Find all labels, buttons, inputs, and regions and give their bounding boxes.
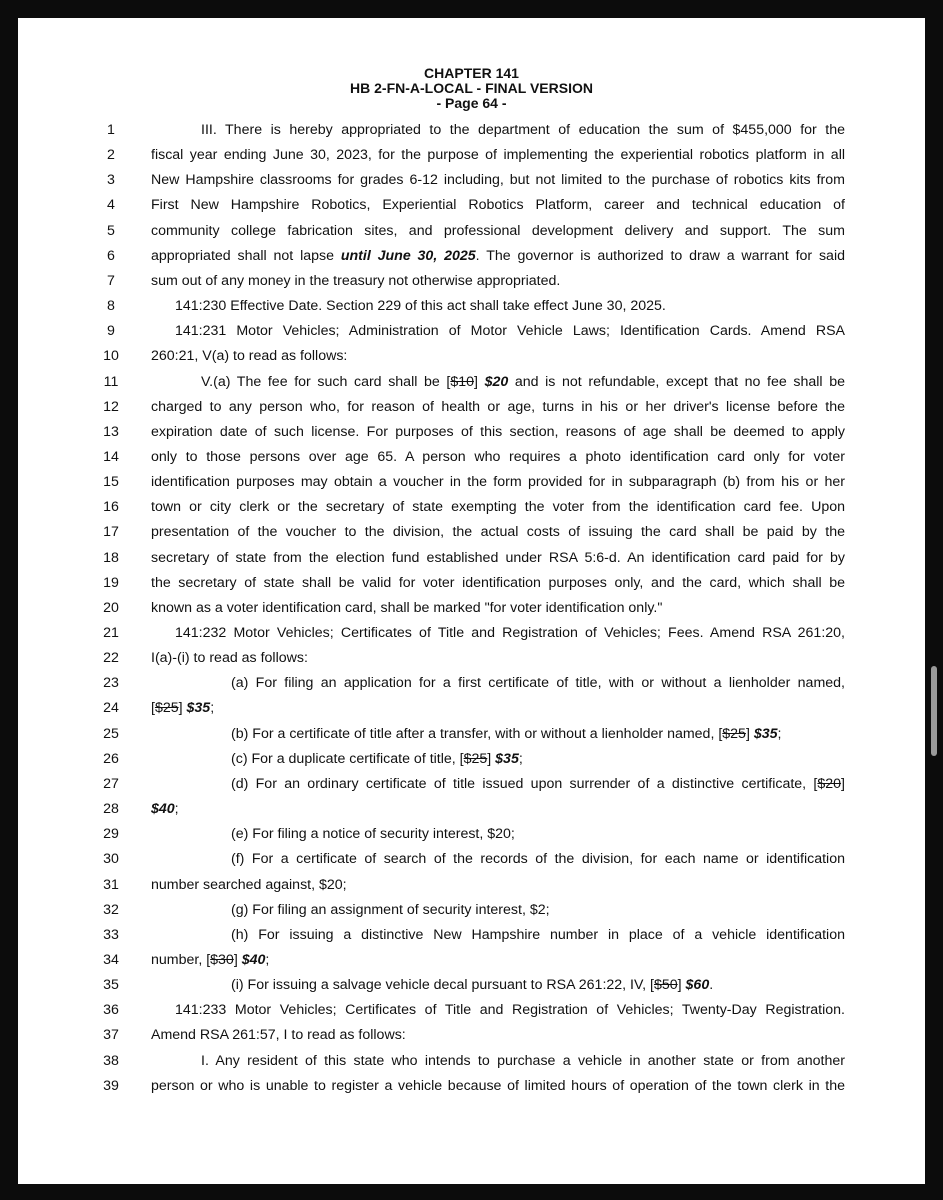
text-segment: Amend RSA 261:57, I to read as follows:	[151, 1027, 406, 1044]
line-text	[151, 1025, 845, 1045]
text-line	[18, 1076, 925, 1096]
text-segment: ]	[474, 373, 485, 390]
bill-title: HB 2-FN-A-LOCAL - FINAL VERSION	[350, 80, 593, 96]
text-segment: ;	[777, 725, 782, 742]
text-segment: ]	[487, 750, 496, 767]
line-number: 15	[103, 474, 119, 491]
inserted-text: $40	[241, 951, 266, 968]
text-line	[18, 296, 925, 316]
line-number: 25	[103, 725, 119, 742]
line-text	[151, 246, 845, 266]
line-text	[151, 145, 845, 165]
chapter-title: CHAPTER 141	[424, 65, 519, 81]
text-segment: ]	[677, 977, 686, 994]
deleted-text: $10	[450, 373, 474, 390]
text-line	[18, 1000, 925, 1020]
line-text	[151, 346, 845, 366]
text-segment: 260:21, V(a) to read as follows:	[151, 348, 348, 365]
text-line	[18, 824, 925, 844]
line-number: 27	[103, 775, 119, 792]
text-segment: and is not refundable, except that no fee shall be	[508, 373, 845, 390]
line-number: 5	[107, 222, 115, 239]
text-segment: I. Any resident of this state who intends to purchase a vehicle in another state or from another	[201, 1052, 845, 1069]
text-line	[18, 648, 925, 668]
text-line	[18, 774, 925, 794]
line-text	[231, 849, 845, 869]
text-line	[18, 170, 925, 190]
line-number: 39	[103, 1077, 119, 1094]
text-segment: known as a voter identification card, shall be marked "for voter identification only."	[151, 599, 663, 616]
line-number: 7	[107, 272, 115, 289]
text-segment: (b) For a certificate of title after a transfer, with or without a lienholder named, [	[231, 725, 723, 742]
line-number: 11	[103, 373, 119, 390]
inserted-text: $35	[753, 725, 778, 742]
line-number: 23	[103, 675, 119, 692]
line-text	[151, 397, 845, 417]
line-number: 20	[103, 599, 119, 616]
line-number: 37	[103, 1027, 119, 1044]
text-segment: 141:232 Motor Vehicles; Certificates of Title and Registration of Vehicles; Fees. Amend RSA 261:20,	[175, 625, 845, 641]
text-line	[18, 221, 925, 241]
deleted-text: $50	[653, 977, 678, 994]
text-segment: charged to any person who, for reason of health or age, turns in his or her driver's license before the	[151, 398, 845, 415]
text-segment: ;	[265, 951, 270, 968]
text-segment: fiscal year ending June 30, 2023, for the purpose of implementing the experiential robotics platform in all	[151, 147, 845, 164]
text-line	[18, 246, 925, 266]
line-number: 12	[103, 398, 119, 415]
line-number: 32	[103, 901, 119, 918]
text-segment: (a) For filing an application for a first certificate of title, with or without a lienholder named,	[231, 675, 845, 692]
text-line	[18, 271, 925, 291]
scrollbar-thumb[interactable]	[931, 666, 937, 756]
text-segment: ;	[210, 700, 215, 717]
text-line	[18, 548, 925, 568]
text-segment: town or city clerk or the secretary of state exempting the voter from the identification card fee. Upon	[151, 499, 845, 516]
text-line	[18, 849, 925, 869]
text-segment: 141:231 Motor Vehicles; Administration of Motor Vehicle Laws; Identification Cards. Amend RSA	[175, 323, 845, 340]
deleted-text: $25	[722, 725, 746, 742]
text-segment: (d) For an ordinary certificate of title issued upon surrender of a distinctive certificate, [	[231, 775, 818, 792]
text-segment: (h) For issuing a distinctive New Hampshire number in place of a vehicle identification	[231, 926, 845, 943]
line-text	[151, 548, 845, 568]
line-text	[175, 623, 845, 643]
text-segment: I(a)-(i) to read as follows:	[151, 650, 308, 667]
text-segment: sum out of any money in the treasury not otherwise appropriated.	[151, 272, 561, 289]
text-segment: presentation of the voucher to the division, the actual costs of issuing the card shall be paid by the	[151, 524, 845, 541]
text-segment: only to those persons over age 65. A person who requires a photo identification card only for voter	[151, 448, 845, 465]
text-segment: ]	[178, 700, 187, 717]
line-text	[231, 749, 845, 769]
text-line	[18, 497, 925, 517]
inserted-text: until June 30, 2025	[340, 247, 476, 264]
text-segment: number searched against, $20;	[151, 876, 347, 893]
text-line	[18, 447, 925, 467]
text-line	[18, 975, 925, 995]
line-text	[175, 296, 845, 316]
line-number: 2	[107, 147, 115, 164]
text-segment: 141:230 Effective Date. Section 229 of this act shall take effect June 30, 2025.	[175, 298, 666, 315]
text-segment: the secretary of state shall be valid for voter identification purposes only, and the card, which shall be	[151, 574, 845, 591]
line-number: 8	[107, 298, 115, 315]
text-segment: New Hampshire classrooms for grades 6-12 including, but not limited to the purchase of robotics kits from	[151, 172, 845, 189]
deleted-text: $30	[210, 951, 234, 968]
line-text	[201, 120, 845, 140]
line-text	[151, 422, 845, 442]
line-number: 30	[103, 851, 119, 868]
line-number: 35	[103, 977, 119, 994]
inserted-text: $40	[151, 801, 175, 818]
text-line	[18, 472, 925, 492]
text-line	[18, 900, 925, 920]
line-text	[151, 271, 845, 291]
text-line	[18, 673, 925, 693]
line-text	[231, 975, 845, 995]
text-segment: (i) For issuing a salvage vehicle decal pursuant to RSA 261:22, IV, [	[231, 977, 654, 994]
text-segment: ]	[233, 951, 242, 968]
line-text	[151, 799, 845, 819]
line-number: 33	[103, 926, 119, 943]
line-number: 31	[103, 876, 119, 893]
line-number: 9	[107, 323, 115, 340]
text-segment: community college fabrication sites, and professional development delivery and support. The sum	[151, 222, 845, 239]
line-text	[175, 1000, 845, 1020]
text-line	[18, 120, 925, 140]
deleted-text: $20	[817, 775, 842, 792]
text-line	[18, 522, 925, 542]
text-line	[18, 950, 925, 970]
line-text	[151, 1076, 845, 1096]
text-line	[18, 573, 925, 593]
line-text	[151, 195, 845, 215]
line-text	[151, 648, 845, 668]
line-number: 29	[103, 826, 119, 843]
text-line	[18, 875, 925, 895]
line-text	[231, 824, 845, 844]
text-line	[18, 346, 925, 366]
line-text	[201, 372, 845, 392]
text-segment: III. There is hereby appropriated to the department of education the sum of $455,000 for the	[201, 122, 845, 138]
line-number: 18	[103, 549, 119, 566]
text-segment: ;	[518, 750, 523, 767]
line-text	[151, 221, 845, 241]
text-segment: . The governor is authorized to draw a warrant for said	[475, 247, 845, 264]
line-text	[151, 522, 845, 542]
text-line	[18, 799, 925, 819]
text-segment: [	[151, 700, 155, 717]
line-number: 24	[103, 700, 119, 717]
deleted-text: $25	[154, 700, 179, 717]
text-line	[18, 598, 925, 618]
line-number: 17	[103, 524, 119, 541]
text-line	[18, 397, 925, 417]
text-line	[18, 749, 925, 769]
line-text	[201, 1051, 845, 1071]
line-number: 3	[107, 172, 115, 189]
text-line	[18, 372, 925, 392]
line-number: 19	[103, 574, 119, 591]
line-text	[151, 950, 845, 970]
text-segment: (e) For filing a notice of security interest, $20;	[231, 826, 515, 843]
text-line	[18, 1051, 925, 1071]
text-line	[18, 195, 925, 215]
line-text	[231, 925, 845, 945]
text-line	[18, 321, 925, 341]
line-number: 14	[103, 448, 119, 465]
line-text	[151, 497, 845, 517]
line-number: 28	[103, 801, 119, 818]
line-text	[231, 900, 845, 920]
line-number: 22	[103, 650, 119, 667]
text-segment: identification purposes may obtain a voucher in the form provided for in subparagraph (b) from his or her	[151, 474, 845, 491]
page-header	[18, 66, 925, 111]
text-segment: 141:233 Motor Vehicles; Certificates of Title and Registration of Vehicles; Twenty-Day Registration.	[175, 1002, 845, 1019]
text-line	[18, 623, 925, 643]
line-text	[151, 573, 845, 593]
line-number: 10	[103, 348, 119, 365]
text-line	[18, 698, 925, 718]
line-number: 1	[107, 122, 115, 138]
text-segment: First New Hampshire Robotics, Experiential Robotics Platform, career and technical education of	[151, 197, 845, 214]
line-number: 13	[103, 423, 119, 440]
text-segment: appropriated shall not lapse	[151, 247, 341, 264]
deleted-text: $25	[463, 750, 488, 767]
text-line	[18, 724, 925, 744]
line-number: 21	[103, 625, 119, 641]
text-segment: ;	[174, 801, 179, 818]
text-line	[18, 1025, 925, 1045]
line-text	[151, 447, 845, 467]
line-number: 38	[103, 1052, 119, 1069]
text-segment: .	[709, 977, 714, 994]
text-segment: (c) For a duplicate certificate of title, [	[231, 750, 464, 767]
text-segment: (g) For filing an assignment of security interest, $2;	[231, 901, 550, 918]
text-segment: (f) For a certificate of search of the records of the division, for each name or identification	[231, 851, 845, 868]
line-text	[231, 774, 845, 794]
line-number: 34	[103, 951, 119, 968]
line-text	[151, 472, 845, 492]
line-text	[151, 170, 845, 190]
text-line	[18, 422, 925, 442]
document-page	[18, 18, 925, 1184]
line-number: 6	[107, 247, 115, 264]
text-segment: expiration date of such license. For purposes of this section, reasons of age shall be deemed to apply	[151, 423, 845, 440]
line-number: 16	[103, 499, 119, 516]
text-segment: secretary of state from the election fund established under RSA 5:6-d. An identification card paid for by	[151, 549, 845, 566]
inserted-text: $60	[685, 977, 710, 994]
line-text	[151, 875, 845, 895]
page-number: - Page 64 -	[436, 95, 507, 111]
text-segment: V.(a) The fee for such card shall be [	[201, 373, 451, 390]
inserted-text: $35	[495, 750, 519, 767]
text-segment: person or who is unable to register a vehicle because of limited hours of operation of the town clerk in the	[151, 1077, 845, 1094]
line-number: 26	[103, 750, 119, 767]
line-text	[151, 598, 845, 618]
inserted-text: $20	[484, 373, 509, 390]
line-number: 36	[103, 1002, 119, 1019]
text-line	[18, 925, 925, 945]
text-segment: ]	[841, 775, 845, 792]
text-segment: ]	[745, 725, 754, 742]
text-segment: number, [	[151, 951, 211, 968]
line-text	[231, 673, 845, 693]
line-text	[151, 698, 845, 718]
text-line	[18, 145, 925, 165]
line-number: 4	[107, 197, 115, 214]
line-text	[175, 321, 845, 341]
line-text	[231, 724, 845, 744]
inserted-text: $35	[186, 700, 211, 717]
